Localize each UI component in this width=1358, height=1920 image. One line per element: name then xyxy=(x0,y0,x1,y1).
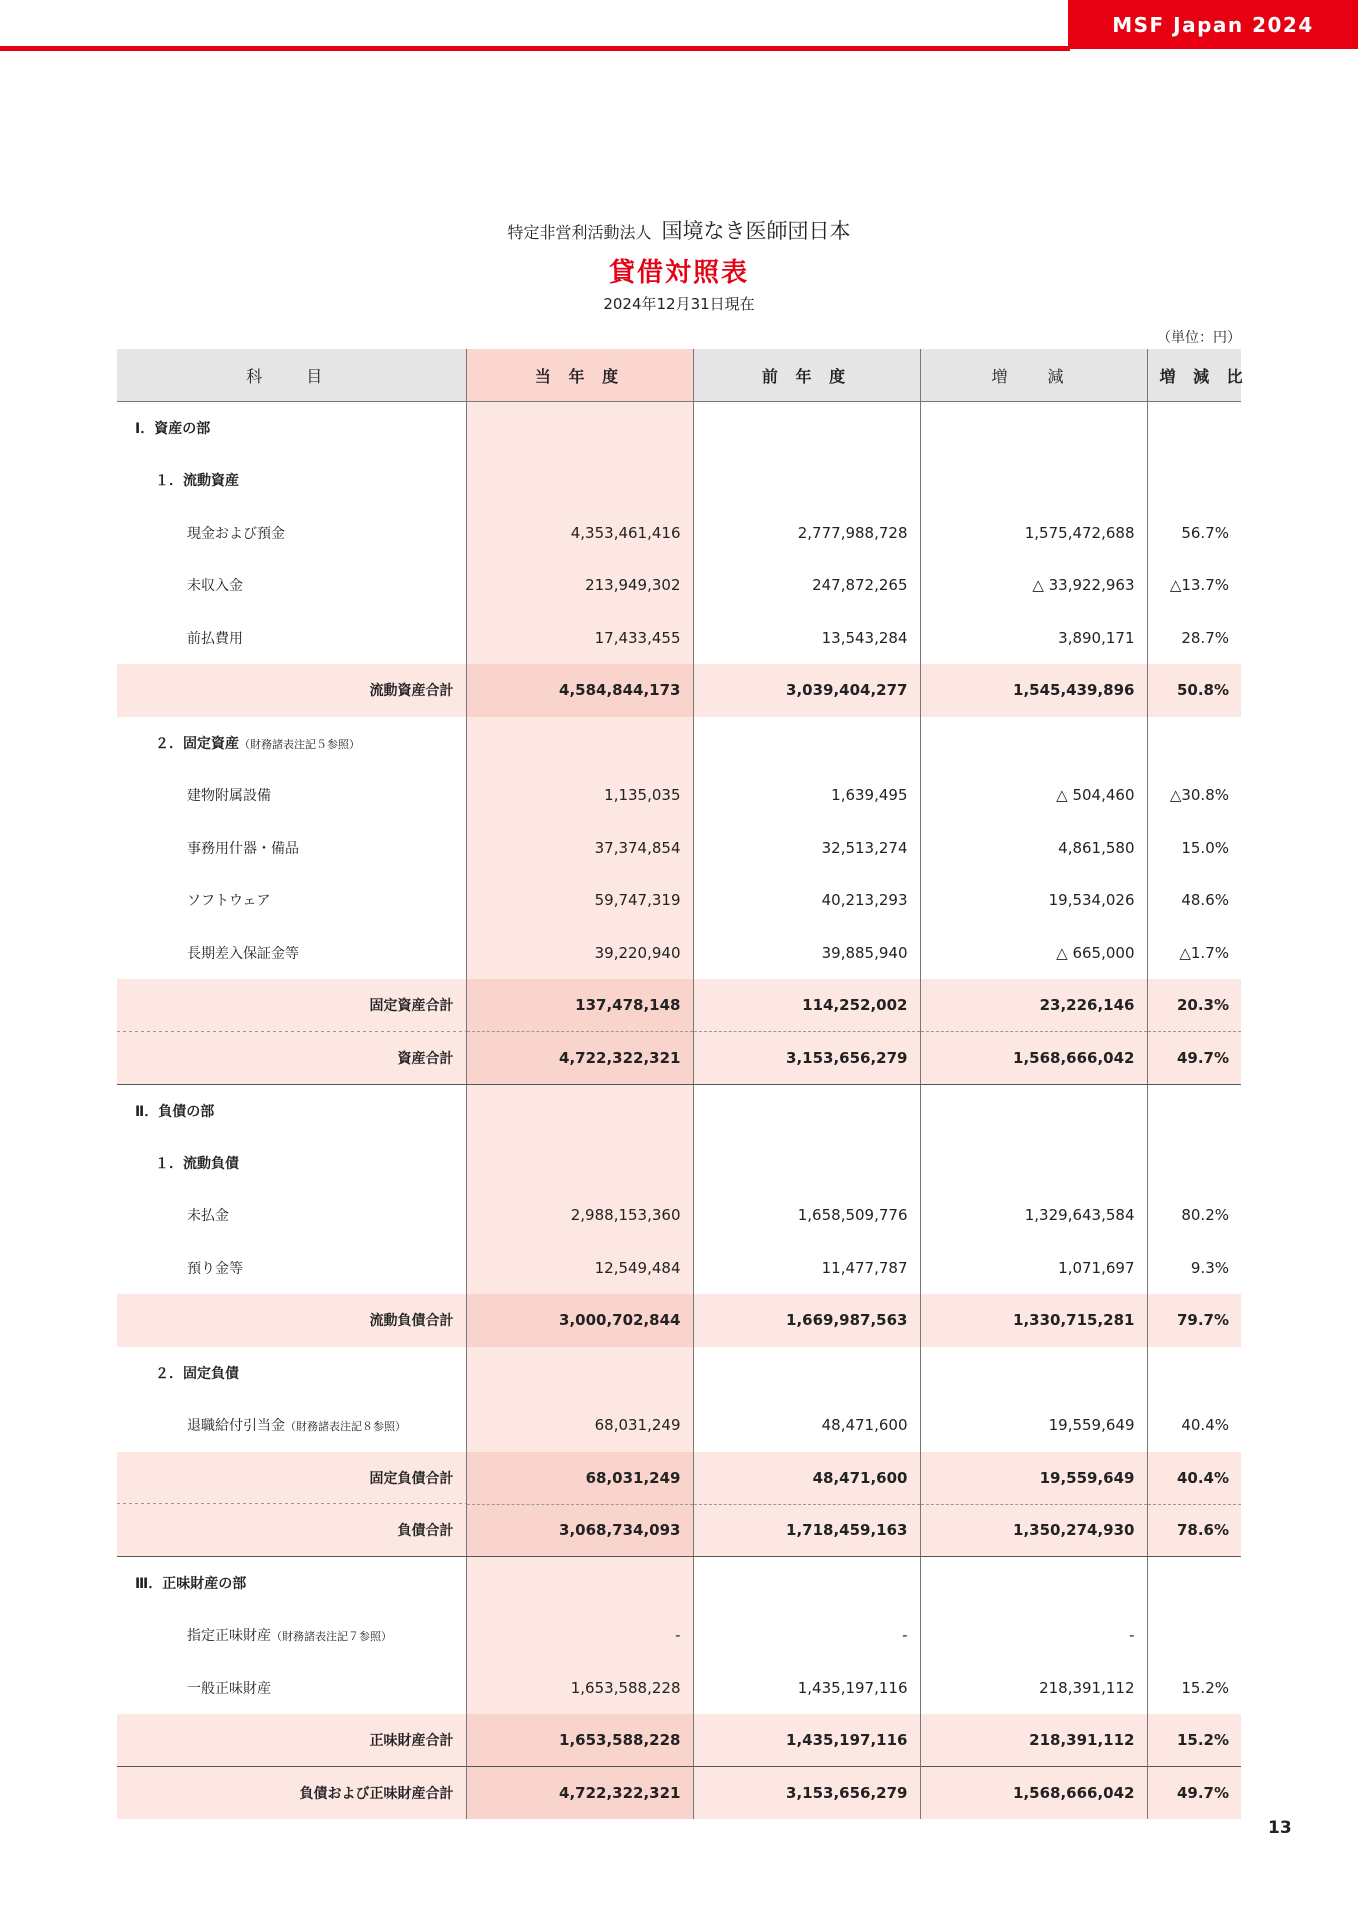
table-row xyxy=(117,1137,1241,1190)
change-value: 1,350,274,930 xyxy=(920,1504,1147,1557)
current-year-value: 3,068,734,093 xyxy=(466,1504,693,1557)
current-year-value xyxy=(466,717,693,770)
table-row xyxy=(117,1294,1241,1347)
statement-date: 2024年12月31日現在 xyxy=(603,295,755,313)
account-label xyxy=(117,402,466,455)
change-ratio-value: 40.4% xyxy=(1147,1452,1241,1505)
account-label xyxy=(117,1504,466,1557)
table-row xyxy=(117,874,1241,927)
table-row xyxy=(117,1084,1241,1137)
current-year-value: 59,747,319 xyxy=(466,874,693,927)
previous-year-value xyxy=(693,1557,920,1610)
previous-year-value: 11,477,787 xyxy=(693,1242,920,1295)
change-value xyxy=(920,402,1147,455)
page-number: 13 xyxy=(1268,1818,1292,1838)
change-value: 1,575,472,688 xyxy=(920,507,1147,560)
table-row xyxy=(117,559,1241,612)
account-label xyxy=(117,454,466,507)
previous-year-value xyxy=(693,1137,920,1190)
previous-year-value: 48,471,600 xyxy=(693,1452,920,1505)
account-name: 指定正味財産 xyxy=(187,1628,271,1645)
table-row xyxy=(117,822,1241,875)
account-label xyxy=(117,559,466,612)
change-value xyxy=(920,1084,1147,1137)
change-ratio-value: 48.6% xyxy=(1147,874,1241,927)
previous-year-value: 32,513,274 xyxy=(693,822,920,875)
account-name: 未収入金 xyxy=(187,578,243,595)
current-year-value: 1,135,035 xyxy=(466,769,693,822)
account-name: Ⅰ．資産の部 xyxy=(135,421,211,437)
previous-year-value: 3,039,404,277 xyxy=(693,664,920,717)
account-label xyxy=(117,1609,466,1662)
current-year-value xyxy=(466,454,693,507)
current-year-value: 4,353,461,416 xyxy=(466,507,693,560)
change-ratio-value: 78.6% xyxy=(1147,1504,1241,1557)
account-label xyxy=(117,769,466,822)
account-name: ソフトウェア xyxy=(187,893,271,910)
page-title: 貸借対照表 xyxy=(608,258,749,288)
table-row xyxy=(117,979,1241,1032)
account-name: 事務用什器・備品 xyxy=(187,840,299,857)
previous-year-value xyxy=(693,1347,920,1400)
table-row xyxy=(117,1767,1241,1820)
change-ratio-value: △13.7% xyxy=(1147,559,1241,612)
previous-year-value xyxy=(693,717,920,770)
account-name: 預り金等 xyxy=(187,1260,243,1277)
change-value: 19,534,026 xyxy=(920,874,1147,927)
account-label xyxy=(117,1189,466,1242)
current-year-value: 4,722,322,321 xyxy=(466,1767,693,1820)
account-name: ２．固定資産 xyxy=(155,735,239,752)
previous-year-value: 39,885,940 xyxy=(693,927,920,980)
change-ratio-value xyxy=(1147,717,1241,770)
change-ratio-value: 20.3% xyxy=(1147,979,1241,1032)
account-label xyxy=(117,1767,466,1820)
account-name: 固定資産合計 xyxy=(369,998,454,1015)
column-header-current-year: 当 年 度 xyxy=(466,349,693,402)
previous-year-value: 3,153,656,279 xyxy=(693,1767,920,1820)
change-ratio-value: 79.7% xyxy=(1147,1294,1241,1347)
change-value: 1,545,439,896 xyxy=(920,664,1147,717)
current-year-value: 17,433,455 xyxy=(466,612,693,665)
previous-year-value: - xyxy=(693,1609,920,1662)
account-note: （財務諸表注記７参照） xyxy=(271,1630,392,1644)
change-value: 1,568,666,042 xyxy=(920,1767,1147,1820)
current-year-value xyxy=(466,1084,693,1137)
change-ratio-value: 40.4% xyxy=(1147,1399,1241,1452)
org-name: 国境なき医師団日本 xyxy=(661,219,851,243)
account-label xyxy=(117,1399,466,1452)
account-name: 現金および預金 xyxy=(187,525,285,542)
change-value xyxy=(920,1347,1147,1400)
change-value: △ 504,460 xyxy=(920,769,1147,822)
account-label xyxy=(117,1452,466,1505)
account-label xyxy=(117,1032,466,1085)
account-name: 建物附属設備 xyxy=(187,788,271,805)
column-header-change-ratio: 増 減 比 xyxy=(1147,349,1241,402)
previous-year-value: 247,872,265 xyxy=(693,559,920,612)
account-name: 負債合計 xyxy=(397,1523,454,1539)
previous-year-value: 1,435,197,116 xyxy=(693,1662,920,1715)
account-label xyxy=(117,1242,466,1295)
change-value: 4,861,580 xyxy=(920,822,1147,875)
current-year-value xyxy=(466,1137,693,1190)
table-row xyxy=(117,1032,1241,1085)
change-value: 218,391,112 xyxy=(920,1662,1147,1715)
table-row xyxy=(117,717,1241,770)
change-ratio-value: 80.2% xyxy=(1147,1189,1241,1242)
change-value: 218,391,112 xyxy=(920,1714,1147,1767)
column-header-account: 科 目 xyxy=(117,349,466,402)
change-value xyxy=(920,1137,1147,1190)
table-row xyxy=(117,1662,1241,1715)
account-label xyxy=(117,717,466,770)
current-year-value: 2,988,153,360 xyxy=(466,1189,693,1242)
table-row xyxy=(117,1189,1241,1242)
change-value xyxy=(920,1557,1147,1610)
change-ratio-value: 50.8% xyxy=(1147,664,1241,717)
previous-year-value: 1,718,459,163 xyxy=(693,1504,920,1557)
account-label xyxy=(117,1662,466,1715)
account-name: Ⅱ．負債の部 xyxy=(135,1103,215,1120)
account-label xyxy=(117,664,466,717)
account-name: 正味財産合計 xyxy=(369,1733,454,1749)
account-name: 流動負債合計 xyxy=(369,1313,454,1330)
previous-year-value: 40,213,293 xyxy=(693,874,920,927)
previous-year-value: 1,658,509,776 xyxy=(693,1189,920,1242)
table-row xyxy=(117,612,1241,665)
previous-year-value: 1,435,197,116 xyxy=(693,1714,920,1767)
account-name: 固定負債合計 xyxy=(369,1470,454,1487)
account-label xyxy=(117,1347,466,1400)
change-ratio-value xyxy=(1147,454,1241,507)
previous-year-value: 48,471,600 xyxy=(693,1399,920,1452)
account-name: １．流動負債 xyxy=(155,1155,239,1172)
change-ratio-value xyxy=(1147,1609,1241,1662)
change-value: 1,329,643,584 xyxy=(920,1189,1147,1242)
change-ratio-value: 15.2% xyxy=(1147,1714,1241,1767)
account-name: 資産合計 xyxy=(397,1050,454,1067)
change-ratio-value: △1.7% xyxy=(1147,927,1241,980)
table-row xyxy=(117,927,1241,980)
change-value: - xyxy=(920,1609,1147,1662)
change-value: 19,559,649 xyxy=(920,1399,1147,1452)
change-value: 23,226,146 xyxy=(920,979,1147,1032)
top-accent-bar xyxy=(0,46,1070,51)
previous-year-value xyxy=(693,402,920,455)
current-year-value: - xyxy=(466,1609,693,1662)
change-value: 1,330,715,281 xyxy=(920,1294,1147,1347)
current-year-value: 68,031,249 xyxy=(466,1399,693,1452)
account-label xyxy=(117,874,466,927)
current-year-value: 68,031,249 xyxy=(466,1452,693,1505)
change-ratio-value: 56.7% xyxy=(1147,507,1241,560)
account-label xyxy=(117,507,466,560)
brand-tab: MSF Japan 2024 xyxy=(1068,0,1358,49)
previous-year-value: 3,153,656,279 xyxy=(693,1032,920,1085)
account-name: １．流動資産 xyxy=(155,473,239,490)
previous-year-value: 114,252,002 xyxy=(693,979,920,1032)
change-value: △ 33,922,963 xyxy=(920,559,1147,612)
table-body xyxy=(117,402,1241,1820)
account-label xyxy=(117,1294,466,1347)
account-label xyxy=(117,979,466,1032)
account-label xyxy=(117,927,466,980)
previous-year-value xyxy=(693,454,920,507)
unit-label: （単位：円） xyxy=(1157,330,1241,346)
current-year-value: 12,549,484 xyxy=(466,1242,693,1295)
change-value xyxy=(920,454,1147,507)
current-year-value xyxy=(466,402,693,455)
previous-year-value: 1,669,987,563 xyxy=(693,1294,920,1347)
previous-year-value: 2,777,988,728 xyxy=(693,507,920,560)
current-year-value: 4,722,322,321 xyxy=(466,1032,693,1085)
table-row xyxy=(117,769,1241,822)
table-row xyxy=(117,507,1241,560)
org-line xyxy=(0,215,1358,245)
previous-year-value xyxy=(693,1084,920,1137)
account-name: 退職給付引当金 xyxy=(187,1418,285,1435)
column-header-change: 増 減 xyxy=(920,349,1147,402)
account-name: 一般正味財産 xyxy=(187,1680,271,1697)
change-ratio-value: 15.0% xyxy=(1147,822,1241,875)
account-name: 長期差入保証金等 xyxy=(187,945,299,962)
change-ratio-value: 9.3% xyxy=(1147,1242,1241,1295)
current-year-value: 1,653,588,228 xyxy=(466,1662,693,1715)
current-year-value: 3,000,702,844 xyxy=(466,1294,693,1347)
table-row xyxy=(117,1452,1241,1505)
table-row xyxy=(117,1504,1241,1557)
change-ratio-value: 28.7% xyxy=(1147,612,1241,665)
change-ratio-value xyxy=(1147,1557,1241,1610)
change-ratio-value xyxy=(1147,402,1241,455)
account-note: （財務諸表注記８参照） xyxy=(285,1420,406,1434)
change-ratio-value: 15.2% xyxy=(1147,1662,1241,1715)
account-name: Ⅲ．正味財産の部 xyxy=(135,1576,247,1592)
column-header-previous-year: 前 年 度 xyxy=(693,349,920,402)
table-row xyxy=(117,454,1241,507)
table-row xyxy=(117,1242,1241,1295)
account-label xyxy=(117,1557,466,1610)
account-label xyxy=(117,1137,466,1190)
account-name: 前払費用 xyxy=(187,630,243,647)
account-name: 流動資産合計 xyxy=(369,683,454,700)
change-value: 1,071,697 xyxy=(920,1242,1147,1295)
table-row xyxy=(117,1399,1241,1452)
balance-sheet-table xyxy=(117,349,1249,1819)
current-year-value: 39,220,940 xyxy=(466,927,693,980)
change-value: △ 665,000 xyxy=(920,927,1147,980)
table-header-row xyxy=(117,349,1241,402)
org-type: 特定非営利活動法人 xyxy=(507,223,652,242)
table-row xyxy=(117,402,1241,455)
account-label xyxy=(117,1084,466,1137)
current-year-value: 137,478,148 xyxy=(466,979,693,1032)
current-year-value: 37,374,854 xyxy=(466,822,693,875)
account-label xyxy=(117,822,466,875)
account-label xyxy=(117,612,466,665)
table-row xyxy=(117,1347,1241,1400)
change-value: 1,568,666,042 xyxy=(920,1032,1147,1085)
table-row xyxy=(117,1557,1241,1610)
change-value: 19,559,649 xyxy=(920,1452,1147,1505)
account-label xyxy=(117,1714,466,1767)
current-year-value xyxy=(466,1347,693,1400)
change-ratio-value: △30.8% xyxy=(1147,769,1241,822)
account-name: 未払金 xyxy=(187,1208,229,1225)
account-name: ２．固定負債 xyxy=(155,1365,239,1382)
change-ratio-value xyxy=(1147,1137,1241,1190)
current-year-value: 4,584,844,173 xyxy=(466,664,693,717)
table-row xyxy=(117,1714,1241,1767)
table-row xyxy=(117,664,1241,717)
current-year-value xyxy=(466,1557,693,1610)
change-value: 3,890,171 xyxy=(920,612,1147,665)
previous-year-value: 13,543,284 xyxy=(693,612,920,665)
previous-year-value: 1,639,495 xyxy=(693,769,920,822)
change-ratio-value: 49.7% xyxy=(1147,1767,1241,1820)
change-ratio-value: 49.7% xyxy=(1147,1032,1241,1085)
account-note: （財務諸表注記５参照） xyxy=(239,737,360,751)
change-ratio-value xyxy=(1147,1084,1241,1137)
change-value xyxy=(920,717,1147,770)
current-year-value: 1,653,588,228 xyxy=(466,1714,693,1767)
current-year-value: 213,949,302 xyxy=(466,559,693,612)
table-row xyxy=(117,1609,1241,1662)
change-ratio-value xyxy=(1147,1347,1241,1400)
account-name: 負債および正味財産合計 xyxy=(299,1786,454,1802)
